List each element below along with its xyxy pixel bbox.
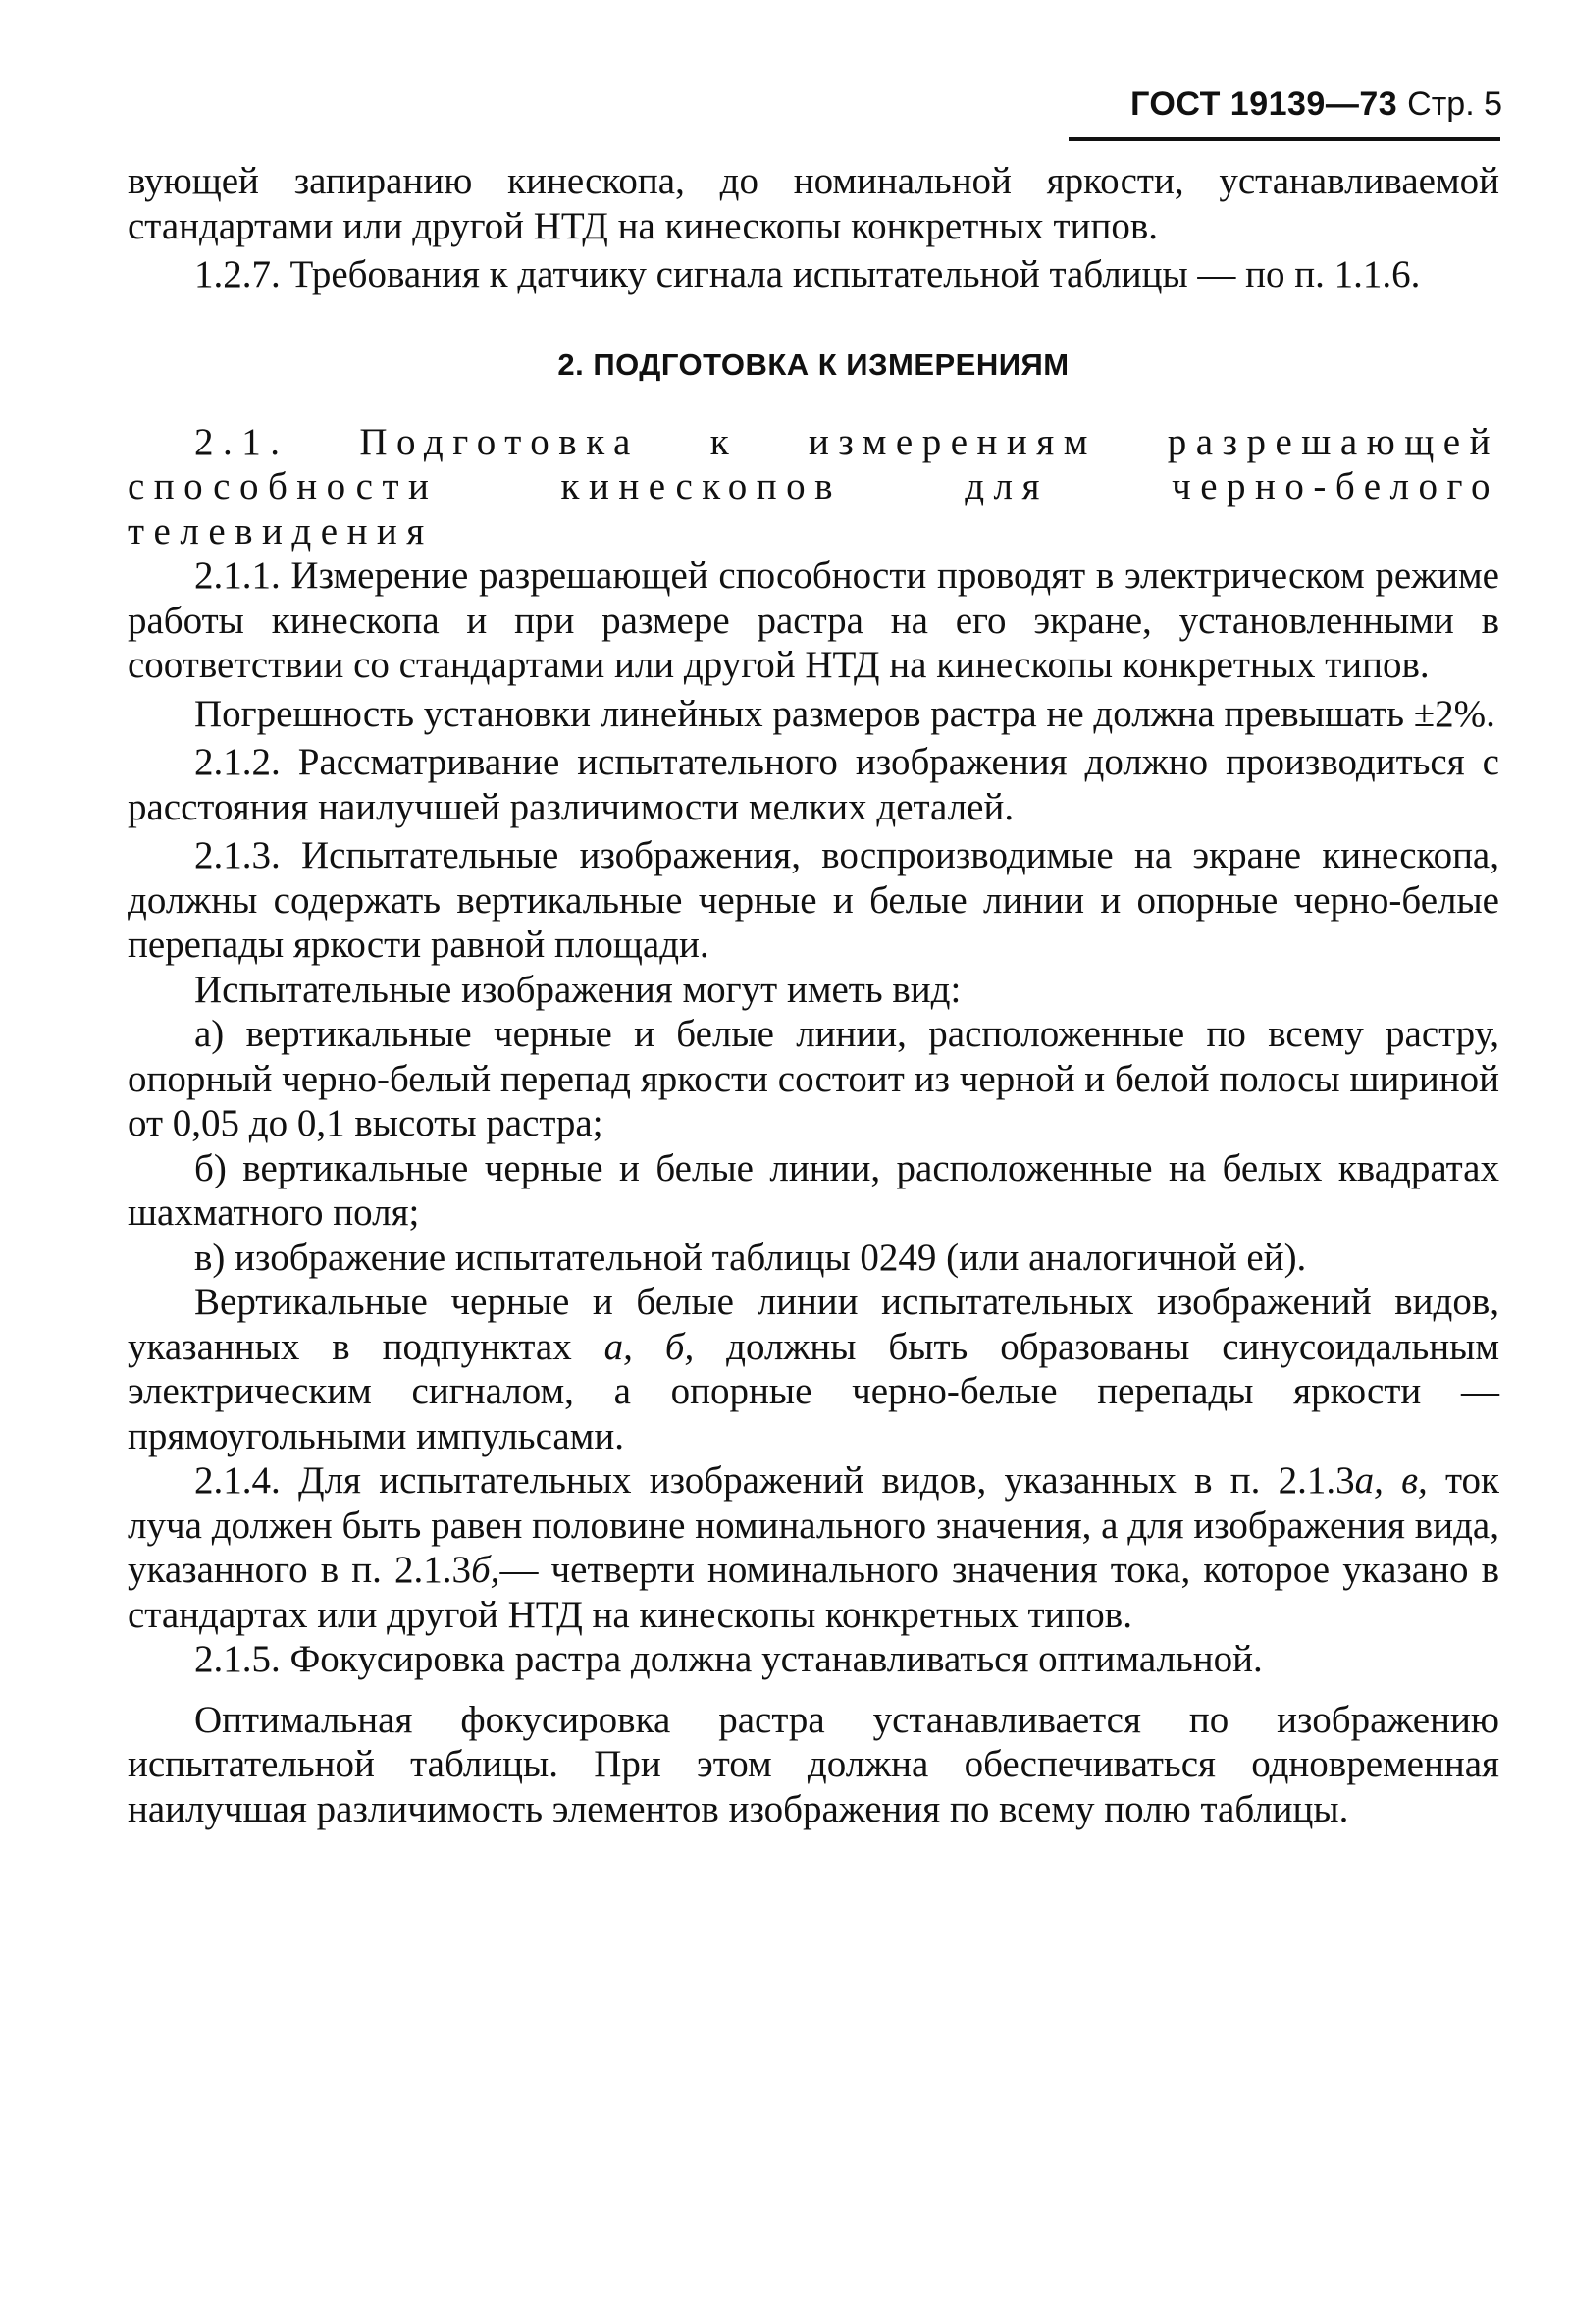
doc-code: ГОСТ 19139—73 (1130, 85, 1398, 123)
list-item-a: а) вертикальные черные и белые линии, расположенные по всему растру, опорный черно-белый перепад яркости состоит из черной и белой полосы шириной от 0,05 до 0,1 высоты растра; (128, 1013, 1499, 1144)
italic-run: а, в, (1354, 1459, 1428, 1502)
header-rule (1069, 137, 1500, 141)
paragraph-2-1-1: 2.1.1. Измерение разрешающей способности проводят в электрическом режиме работы кинескопа и при размере растра на его экране, установленными в соответствии со стандартами или другой НТД на кинескопы конкретных типов. (128, 555, 1499, 686)
paragraph-continued: вующей запиранию кинескопа, до номинальной яркости, устанавливаемой стандартами или другой НТД на кинескопы конкретных типов. (128, 160, 1499, 247)
text-run: должны быть образованы синусоидальным электрическим сигналом, а опорные черно-белые перепады яркости — прямоугольными импульсами. (128, 1325, 1499, 1457)
page-header (1090, 84, 1502, 124)
document-body (128, 159, 1499, 1831)
text-run: ток луча должен быть равен половине номинального значения, а для изображения вида, указанного в п. 2.1.3 (128, 1459, 1499, 1591)
text-run: Вертикальные черные и белые линии испытательных изображений видов, указанных в подпунктах (128, 1281, 1499, 1368)
page-number: Стр. 5 (1407, 85, 1502, 123)
section-heading: 2. ПОДГОТОВКА К ИЗМЕРЕНИЯМ (557, 346, 1070, 382)
paragraph-focus: Оптимальная фокусировка растра устанавливается по изображению испытательной таблицы. При этом должна обеспечиваться одновременная наилучшая различимость элементов изображения по всему полю таблицы. (128, 1698, 1499, 1830)
list-item-b: б) вертикальные черные и белые линии, расположенные на белых квадратах шахматного поля; (128, 1146, 1499, 1234)
paragraph-1-2-7: 1.2.7. Требования к датчику сигнала испытательной таблицы — по п. 1.1.6. (194, 253, 1421, 295)
italic-run: б, (471, 1549, 500, 1591)
italic-run: а, б, (603, 1325, 695, 1368)
list-item-v: в) изображение испытательной таблицы 0249 (или аналогичной ей). (194, 1236, 1307, 1279)
paragraph-2-1-3: 2.1.3. Испытательные изображения, воспроизводимые на экране кинескопа, должны содержать вертикальные черные и белые линии и опорные черно-белые перепады яркости равной площади. (128, 834, 1499, 966)
paragraph-2-1-5: 2.1.5. Фокусировка растра должна устанавливаться оптимальной. (194, 1638, 1263, 1680)
paragraph-vertical-lines (128, 1280, 1499, 1458)
text-run: — четверти номинального значения тока, которое указано в стандартах или другой НТД на кинескопы конкретных типов. (128, 1549, 1500, 1636)
text-run: 2.1.4. Для испытательных изображений видов, указанных в п. 2.1.3 (194, 1459, 1355, 1502)
paragraph-error-tolerance: Погрешность установки линейных размеров растра не должна превышать ±2%. (194, 692, 1495, 735)
paragraph-2-1-4 (128, 1458, 1499, 1637)
subsection-heading-2-1: 2.1. Подготовка к измерениям разрешающей способности кинескопов для черно-белого телевидения (128, 420, 1499, 553)
paragraph-image-types-intro: Испытательные изображения могут иметь вид: (194, 968, 962, 1011)
paragraph-2-1-2: 2.1.2. Рассматривание испытательного изображения должно производиться с расстояния наилучшей различимости мелких деталей. (128, 741, 1499, 828)
